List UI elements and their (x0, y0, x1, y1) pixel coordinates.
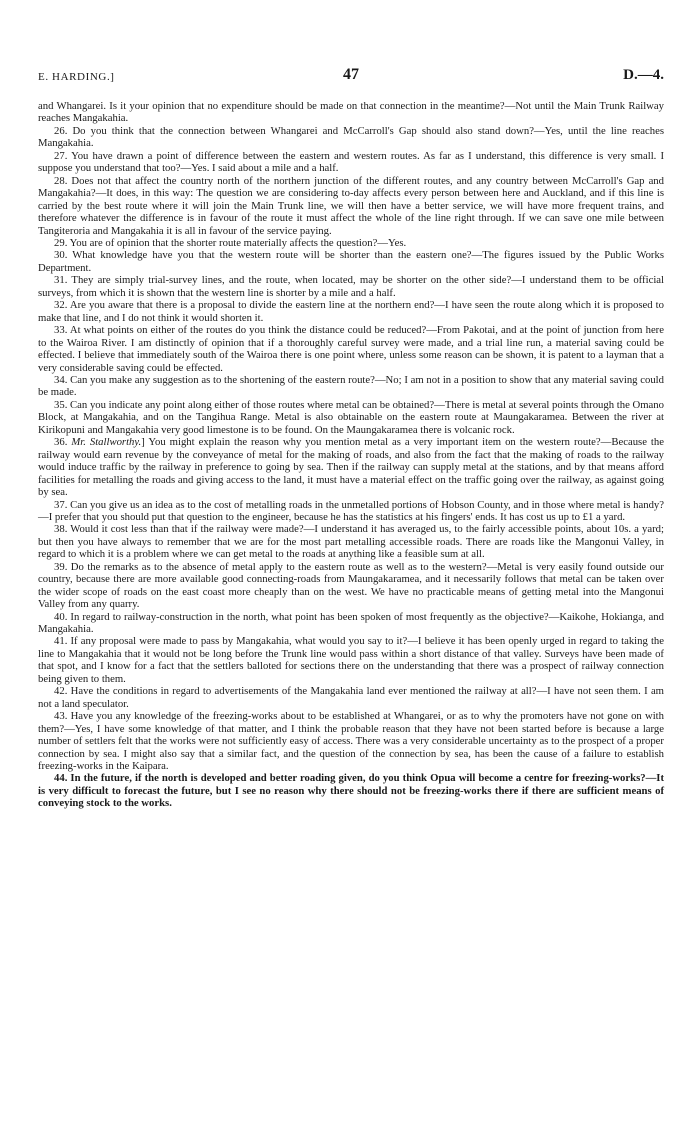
paragraph-text: ] You might explain the reason why you mention metal as a very important item on the western route?—Because the railway would earn revenue by the conveyance of metal for the making of roads, and also from the fact that the making of roads to the railway would induce traffic by the railway in preference to going by sea. Then if the railway can supply metal at the stations, and by that means afford facilities for metalling the roads and giving access to the land, it must have a material effect on the traffic going over the railway, as against going by sea. (38, 436, 664, 499)
paragraph: 26. Do you think that the connection between Whangarei and McCarroll's Gap should also stand down?—Yes, until the line reaches Mangakahia. (38, 124, 664, 150)
paragraph: 41. If any proposal were made to pass by Mangakahia, what would you say to it?—I believe it has been openly urged in regard to taking the line to Mangakahia that it would not be long before the Trunk line would pass within a short distance of that valley. Surveys have been made of that spot, and I know for a fact that the settlers balloted for sections there on the understanding that there was a prospect of railway connection being given to them. (38, 635, 664, 685)
paragraph: 28. Does not that affect the country north of the northern junction of the different routes, and any country between McCarroll's Gap and Mangakahia?—It does, in this way: The question we are considering to-day affects every person between here and Auckland, and if this line is carried by the best route where it will join the Main Trunk line, we will then have a better service, we will have more frequent trains, and therefore whatever the difference is in favour of the route it must affect the whole of the line right through. If we can save one mile between Tangiteroria and Mangakahia it is all in favour of the service paying. (38, 174, 664, 237)
testimony-body (38, 100, 664, 810)
paragraph: 42. Have the conditions in regard to advertisements of the Mangakahia land ever mentioned the railway at all?—I have not seen them. I am not a land speculator. (38, 685, 664, 710)
page-header (38, 68, 664, 90)
document-reference: D.—4. (623, 67, 664, 83)
paragraph (38, 436, 664, 498)
questioner-name: Mr. Stallworthy. (71, 436, 142, 449)
paragraph: 39. Do the remarks as to the absence of metal apply to the eastern route as well as to the western?—Metal is very easily found outside our country, because there are more available good connecting-roads from Maungakaramea, and it necessarily follows that metal can be taken over the wider scope of roads on the east coast more cheaply than on the west. We have no practicable means of getting metal into the Mangonui Valley from any quarry. (38, 560, 664, 611)
paragraph: 31. They are simply trial-survey lines, and the route, when located, may be shorter on the other side?—I understand them to be official surveys, from which it is shown that the western line is shorter by a mile and a half. (38, 274, 664, 299)
paragraph: 27. You have drawn a point of difference between the eastern and western routes. As far as I understand, this difference is very small. I suppose you understand that too?—Yes. I said about a mile and a half. (38, 149, 664, 175)
paragraph: 40. In regard to railway-construction in the north, what point has been spoken of most frequently as the objective?—Kaikohe, Hokianga, and Mangakahia. (38, 610, 664, 636)
paragraph: 30. What knowledge have you that the western route will be shorter than the eastern one?—The figures issued by the Public Works Department. (38, 249, 664, 274)
question-number: 36. (54, 436, 72, 449)
paragraph: 32. Are you aware that there is a proposal to divide the eastern line at the northern end?—I have seen the route along which it is proposed to make that line, and I do not think it would shorten it. (38, 299, 664, 324)
paragraph: 43. Have you any knowledge of the freezing-works about to be established at Whangarei, or as to why the promoters have not gone on with them?—Yes, I have some knowledge of that matter, and I think the probable reason that they have not been started before is because a large number of settlers felt that the works were not sufficiently easy of access. There was a very considerable uncertainty as to the prospect of a proper connection by sea. I might also say that a similar fact, and the question of the connection by sea, has been the cause of a failure to establish freezing-works in the Kaipara. (38, 710, 664, 773)
page-number: 47 (343, 66, 359, 83)
paragraph: and Whangarei. Is it your opinion that no expenditure should be made on that connection in the meantime?—Not until the Main Trunk Railway reaches Mangakahia. (38, 100, 664, 125)
paragraph: 37. Can you give us an idea as to the cost of metalling roads in the unmetalled portions of Hobson County, and in those where metal is handy?—I prefer that you should put that question to the engineer, because he has the statistics at his fingers' ends. It has cost us up to £1 a yard. (38, 498, 664, 523)
paragraph: 35. Can you indicate any point along either of those routes where metal can be obtained?—There is metal at several points through the Omano Block, at Mangakahia, and on the Tangihua Range. Metal is also obtainable on the eastern route at Maungakaramea. Between the river at Kirikopuni and Mangakahia very good limestone is to be found. On the Maungakaramea there is volcanic rock. (38, 398, 664, 436)
paragraph: 34. Can you make any suggestion as to the shortening of the eastern route?—No; I am not in a position to show that any material saving could be made. (38, 373, 664, 399)
paragraph: 44. In the future, if the north is developed and better roading given, do you think Opua will become a centre for freezing-works?—It is very difficult to forecast the future, but I see no reason why there should not be freezing-works there if there are sufficient means of conveying stock to the works. (38, 772, 664, 810)
paragraph: 38. Would it cost less than that if the railway were made?—I understand it has averaged us, to the fairly accessible points, about 10s. a yard; but then you have always to remember that we are for the most part metalling accessible roads. There are roads like the Mangonui Valley, in regard to which it is a problem where we can get metal to the roads at anything like a feasible sum at all. (38, 523, 664, 561)
paragraph: 29. You are of opinion that the shorter route materially affects the question?—Yes. (54, 236, 407, 249)
witness-name: E. HARDING.] (38, 71, 115, 83)
paragraph: 33. At what points on either of the routes do you think the distance could be reduced?—From Pakotai, and at the point of junction from here to the Wairoa River. I am distinctly of opinion that if a thoroughly careful survey were made, and a trial line run, a material saving could be effected. I believe that immediately south of the Wairoa there is one point where, unless some reason can be shown, it is patent to a layman that a very considerable saving could be effected. (38, 324, 664, 374)
